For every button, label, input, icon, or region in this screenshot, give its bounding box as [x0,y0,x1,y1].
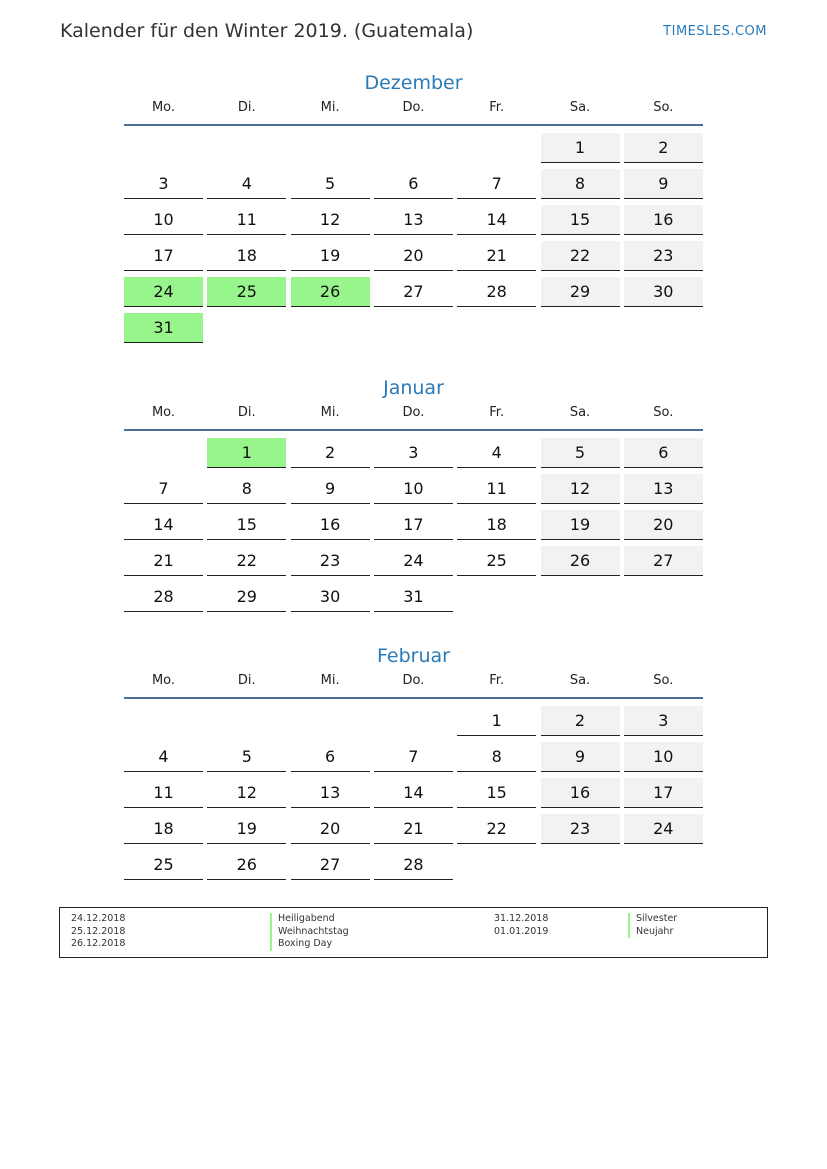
weekday-label: Fr. [489,405,505,420]
weekday-label: Sa. [569,673,591,688]
weekday-label: Mi. [320,405,340,420]
weekday-label: Di. [237,673,256,688]
day-cell: 24 [624,814,703,844]
day-cell: 24 [374,546,453,576]
weekday-header [124,403,703,431]
day-cell: 31 [374,582,453,612]
day-cell: 29 [541,277,620,307]
weekday-label: Mi. [320,673,340,688]
day-cell: 10 [374,474,453,504]
day-cell: 21 [457,241,536,271]
day-cell: 23 [624,241,703,271]
day-cell: 12 [207,778,286,808]
legend-date: 24.12.2018 [71,913,126,924]
weekday-label: Di. [237,405,256,420]
legend-date: 31.12.2018 [494,913,549,924]
month-title: Februar [377,645,450,667]
day-cell: 11 [124,778,203,808]
day-cell: 10 [124,205,203,235]
day-cell: 4 [207,169,286,199]
weekday-label: So. [653,673,674,688]
day-cell: 22 [207,546,286,576]
holiday-day-cell: 1 [207,438,286,468]
day-cell: 20 [624,510,703,540]
brand-logo[interactable]: TIMESLES.COM [663,24,767,39]
month-december [124,68,703,337]
day-cell: 3 [624,706,703,736]
weekday-header [124,671,703,699]
weekday-label: Sa. [569,405,591,420]
day-cell: 28 [374,850,453,880]
day-cell: 27 [374,277,453,307]
day-cell: 25 [124,850,203,880]
day-cell: 19 [207,814,286,844]
day-cell: 20 [374,241,453,271]
month-title: Dezember [364,72,463,94]
weekday-label: Mo. [151,405,176,420]
day-cell: 27 [291,850,370,880]
holiday-legend [59,907,768,958]
day-cell: 1 [541,133,620,163]
holiday-day-cell: 24 [124,277,203,307]
weekday-label: Do. [402,673,425,688]
day-cell: 13 [624,474,703,504]
day-cell: 22 [457,814,536,844]
holiday-day-cell: 26 [291,277,370,307]
month-january [124,373,703,606]
day-cell: 18 [124,814,203,844]
weekday-label: Di. [237,100,256,115]
day-cell: 9 [624,169,703,199]
day-cell: 4 [124,742,203,772]
day-cell: 19 [541,510,620,540]
legend-holiday-name: Heiligabend [270,913,349,926]
day-cell: 20 [291,814,370,844]
day-cell: 3 [124,169,203,199]
day-cell: 17 [374,510,453,540]
day-cell: 26 [207,850,286,880]
day-cell: 30 [291,582,370,612]
weekday-label: Mi. [320,100,340,115]
day-cell: 17 [124,241,203,271]
day-cell: 6 [624,438,703,468]
day-cell: 7 [374,742,453,772]
day-cell: 6 [374,169,453,199]
day-cell: 5 [541,438,620,468]
day-cell: 29 [207,582,286,612]
day-cell: 17 [624,778,703,808]
day-cell: 4 [457,438,536,468]
day-cell: 16 [291,510,370,540]
day-cell: 12 [291,205,370,235]
day-cell: 3 [374,438,453,468]
day-cell: 30 [624,277,703,307]
month-title: Januar [383,377,444,399]
day-cell: 25 [457,546,536,576]
month-february [124,641,703,874]
day-cell: 21 [124,546,203,576]
weekday-label: Sa. [569,100,591,115]
weekday-label: Do. [402,405,425,420]
holiday-day-cell: 31 [124,313,203,343]
day-cell: 15 [207,510,286,540]
page-title: Kalender für den Winter 2019. (Guatemala) [60,20,474,42]
day-cell: 22 [541,241,620,271]
day-cell: 9 [291,474,370,504]
weekday-label: Do. [402,100,425,115]
day-cell: 23 [541,814,620,844]
day-cell: 10 [624,742,703,772]
day-cell: 16 [624,205,703,235]
legend-holiday-name: Weihnachtstag [270,926,349,939]
day-cell: 11 [207,205,286,235]
day-cell: 27 [624,546,703,576]
weekday-label: Fr. [489,100,505,115]
legend-names-left [270,913,349,951]
day-cell: 8 [541,169,620,199]
day-cell: 2 [624,133,703,163]
day-cell: 5 [291,169,370,199]
legend-dates-right [494,913,548,938]
day-cell: 26 [541,546,620,576]
weekday-label: So. [653,100,674,115]
weekday-label: Mo. [151,673,176,688]
day-cell: 1 [457,706,536,736]
day-cell: 8 [207,474,286,504]
day-cell: 28 [457,277,536,307]
legend-holiday-name: Silvester [628,913,677,926]
day-cell: 12 [541,474,620,504]
legend-names-right [628,913,677,938]
weekday-label: Mo. [151,100,176,115]
day-cell: 13 [291,778,370,808]
day-cell: 21 [374,814,453,844]
legend-date: 26.12.2018 [71,938,126,949]
day-cell: 15 [541,205,620,235]
day-cell: 14 [374,778,453,808]
day-cell: 5 [207,742,286,772]
day-cell: 19 [291,241,370,271]
weekday-label: So. [653,405,674,420]
legend-dates-left [71,913,125,951]
day-cell: 18 [457,510,536,540]
day-cell: 18 [207,241,286,271]
day-cell: 6 [291,742,370,772]
day-cell: 15 [457,778,536,808]
day-cell: 7 [457,169,536,199]
day-cell: 16 [541,778,620,808]
day-cell: 23 [291,546,370,576]
legend-holiday-name: Boxing Day [270,938,349,951]
day-cell: 2 [541,706,620,736]
weekday-header [124,98,703,126]
legend-holiday-name: Neujahr [628,926,677,939]
legend-date: 25.12.2018 [71,925,126,937]
day-cell: 14 [457,205,536,235]
day-cell: 28 [124,582,203,612]
day-cell: 13 [374,205,453,235]
day-cell: 11 [457,474,536,504]
legend-date: 01.01.2019 [494,925,549,937]
day-cell: 14 [124,510,203,540]
day-cell: 8 [457,742,536,772]
day-cell: 9 [541,742,620,772]
day-cell: 7 [124,474,203,504]
holiday-day-cell: 25 [207,277,286,307]
weekday-label: Fr. [489,673,505,688]
day-cell: 2 [291,438,370,468]
